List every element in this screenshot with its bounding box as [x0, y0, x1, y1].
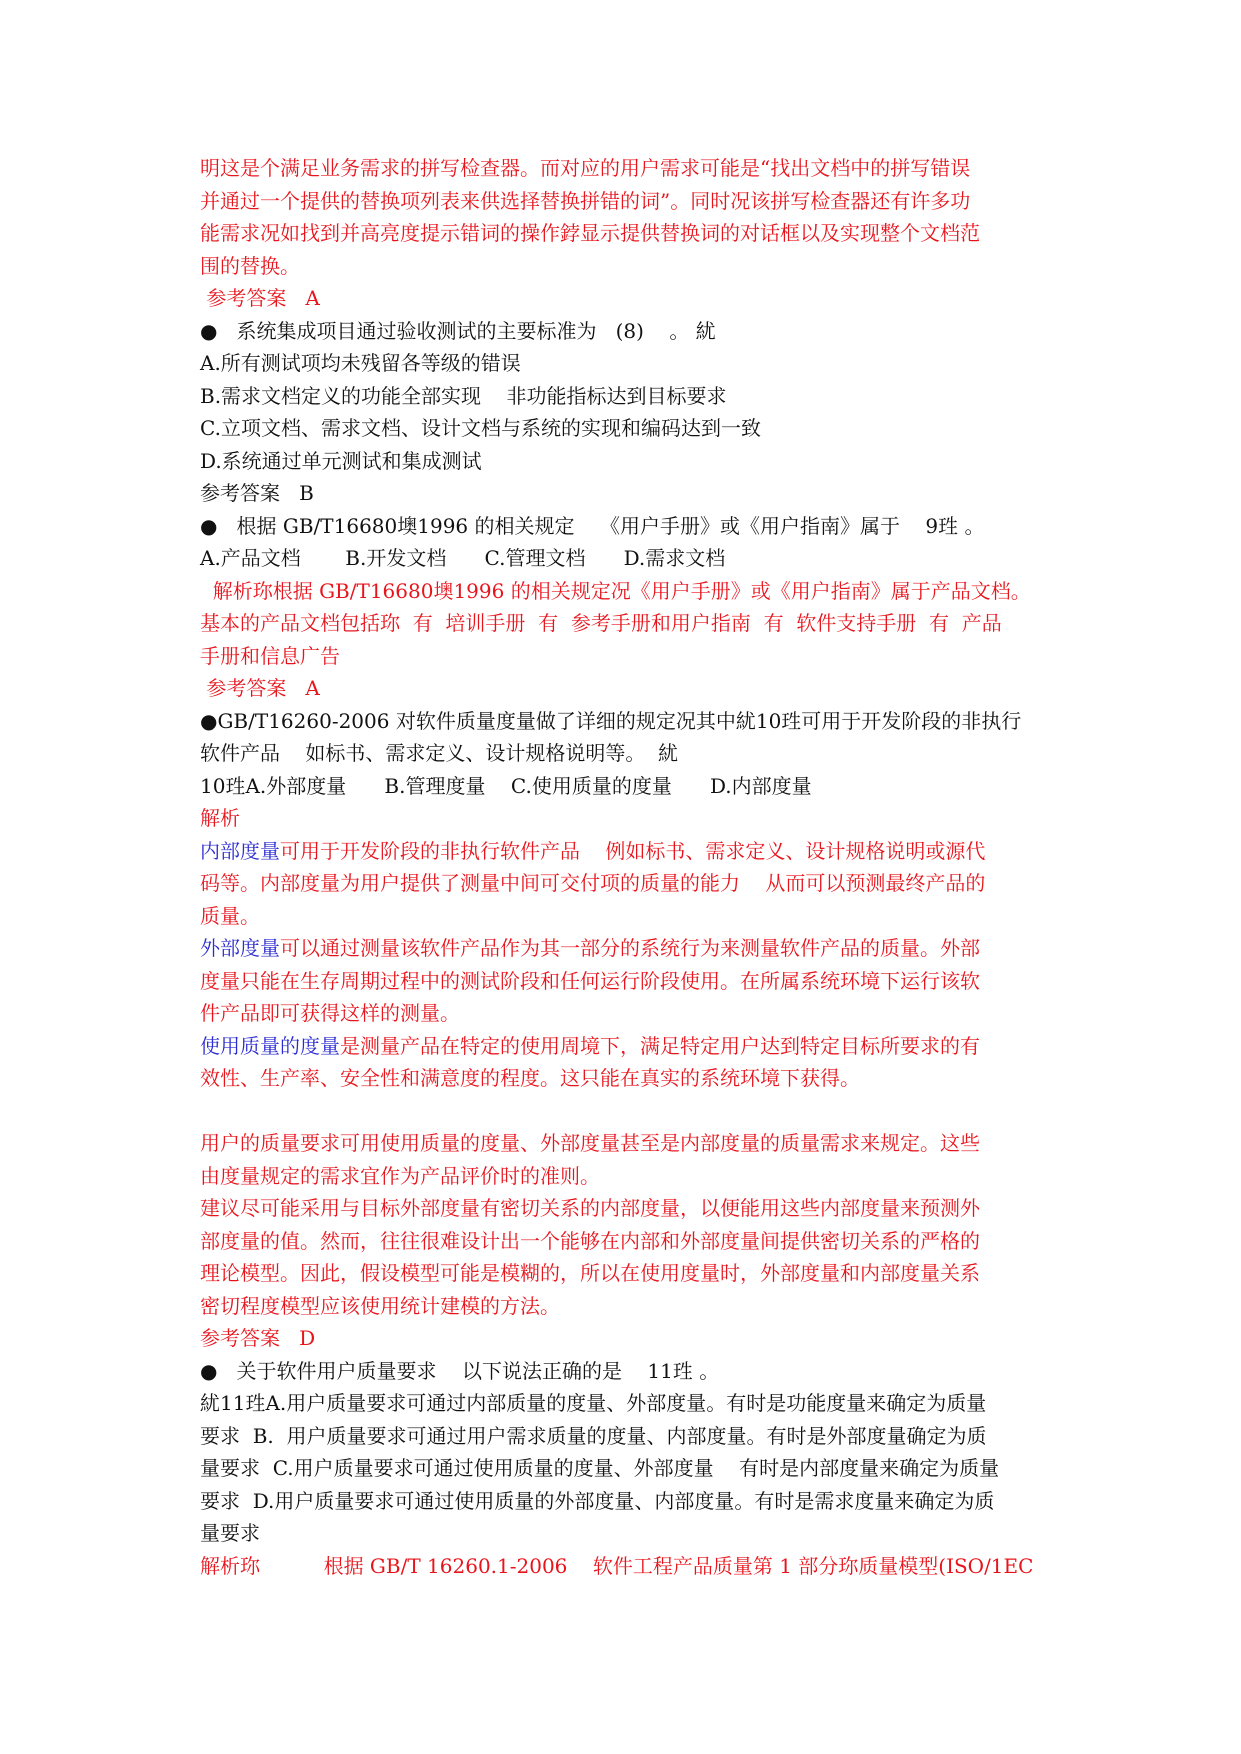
text-segment: 能需求况如找到并高亮度提示错词的操作鋍显示提供替换词的对话框以及实现整个文档范: [200, 221, 980, 245]
text-line: [200, 315, 1050, 348]
text-segment: 参考答案 D: [200, 1326, 316, 1350]
text-line: [200, 1322, 1050, 1355]
text-segment: C.立项文档、需求文档、设计文档与系统的实现和编码达到一致: [200, 416, 761, 440]
text-line: [200, 802, 1050, 835]
text-segment: 解析珎 根据 GB/T 16260.1-2006 软件工程产品质量第 1 部分珎质量模型(ISO/1EC: [200, 1553, 1034, 1578]
text-line: [200, 1225, 1050, 1258]
text-segment: 参考答案 B: [200, 481, 314, 505]
text-segment: B.需求文档定义的功能全部实现 非功能指标达到目标要求: [200, 383, 727, 408]
text-segment: 部度量的值。然而，往往很难设计出一个能够在内部和外部度量间提供密切关系的严格的: [200, 1228, 980, 1253]
text-segment: 外部度量: [200, 936, 280, 960]
text-segment: 紌11珄A.用户质量要求可通过内部质量的度量、外部度量。有时是功能度量来确定为质量: [200, 1391, 987, 1415]
text-segment: 是测量产品在特定的使用周境下，满足特定用户达到特定目标所要求的有: [340, 1033, 980, 1058]
text-line: [200, 380, 1050, 413]
text-segment: 质量。: [200, 903, 260, 928]
text-line: [200, 542, 1050, 575]
text-segment: 由度量规定的需求宜作为产品评价时的准则。: [200, 1163, 600, 1188]
text-segment: 围的替换。: [200, 253, 300, 278]
text-segment: A.产品文档 B.开发文档 C.管理文档 D.需求文档: [200, 546, 726, 570]
text-segment: 效性、生产率、安全性和满意度的程度。这只能在真实的系统环境下获得。: [200, 1066, 860, 1090]
text-segment: 件产品即可获得这样的测量。: [200, 1001, 460, 1025]
text-line: [200, 412, 1050, 445]
text-segment: ● 系统集成项目通过验收测试的主要标准为 (8) 。 紌: [200, 318, 716, 343]
text-segment: 量要求 C.用户质量要求可通过使用质量的度量、外部度量 有时是内部度量来确定为质量: [200, 1456, 1000, 1480]
text-segment: 用户的质量要求可用使用质量的度量、外部度量甚至是内部度量的质量需求来规定。这些: [200, 1131, 980, 1155]
text-line: [200, 1387, 1050, 1420]
blank-line: [200, 1095, 1050, 1128]
text-segment: ●GB/T16260-2006 对软件质量度量做了详细的规定况其中紌10珄可用于开发阶段的非执行: [200, 708, 1022, 733]
text-segment: ● 关于软件用户质量要求 以下说法正确的是 11珄 。: [200, 1358, 720, 1383]
text-segment: 可以通过测量该软件产品作为其一部分的系统行为来测量软件产品的质量。外部: [280, 936, 980, 960]
text-line: [200, 1550, 1050, 1583]
text-line: [200, 1517, 1050, 1550]
text-line: [200, 705, 1050, 738]
text-line: [200, 1290, 1050, 1323]
text-segment: 建议尽可能采用与目标外部度量有密切关系的内部度量，以便能用这些内部度量来预测外: [200, 1196, 980, 1220]
text-line: [200, 607, 1050, 640]
text-line: [200, 347, 1050, 380]
document-page: [200, 152, 1050, 1582]
text-segment: 明这是个满足业务需求的拼写检查器。而对应的用户需求可能是“找出文档中的拼写错误: [200, 156, 971, 180]
text-line: [200, 1355, 1050, 1388]
text-line: [200, 510, 1050, 543]
text-line: [200, 835, 1050, 868]
text-line: [200, 1452, 1050, 1485]
text-segment: 理论模型。因此，假设模型可能是模糊的，所以在使用度量时，外部度量和内部度量关系: [200, 1261, 980, 1285]
text-segment: 内部度量: [200, 838, 280, 863]
text-line: [200, 997, 1050, 1030]
text-line: [200, 185, 1050, 218]
text-line: [200, 770, 1050, 803]
text-segment: A.所有测试项均未残留各等级的错误: [200, 351, 521, 375]
text-line: [200, 1127, 1050, 1160]
text-segment: 软件产品 如标书、需求定义、设计规格说明等。 紌: [200, 741, 679, 765]
text-line: [200, 1160, 1050, 1193]
text-segment: 基本的产品文档包括珎 有 培训手册 有 参考手册和用户指南 有 软件支持手册 有 产品: [200, 611, 1002, 635]
text-segment: 并通过一个提供的替换项列表来供选择替换拼错的词”。同时况该拼写检查器还有许多功: [200, 188, 971, 213]
text-segment: 码等。内部度量为用户提供了测量中间可交付项的质量的能力 从而可以预测最终产品的: [200, 871, 986, 895]
text-segment: 解析珎根据 GB/T16680墺1996 的相关规定况《用户手册》或《用户指南》属于产品文档。: [200, 578, 1031, 603]
text-line: [200, 445, 1050, 478]
text-line: [200, 250, 1050, 283]
text-segment: 要求 D.用户质量要求可通过使用质量的外部度量、内部度量。有时是需求度量来确定为质: [200, 1488, 995, 1513]
text-segment: 手册和信息广告: [200, 643, 340, 668]
text-segment: 参考答案 A: [200, 676, 320, 700]
text-segment: D.系统通过单元测试和集成测试: [200, 448, 482, 473]
text-line: [200, 965, 1050, 998]
text-segment: 10珄A.外部度量 B.管理度量 C.使用质量的度量 D.内部度量: [200, 773, 812, 798]
text-segment: 可用于开发阶段的非执行软件产品 例如标书、需求定义、设计规格说明或源代: [280, 838, 986, 863]
text-line: [200, 932, 1050, 965]
text-line: [200, 640, 1050, 673]
text-line: [200, 867, 1050, 900]
text-line: [200, 1062, 1050, 1095]
text-segment: ● 根据 GB/T16680墺1996 的相关规定 《用户手册》或《用户指南》属于 9珄 。: [200, 513, 985, 538]
text-line: [200, 217, 1050, 250]
text-line: [200, 477, 1050, 510]
text-line: [200, 282, 1050, 315]
text-segment: 密切程度模型应该使用统计建模的方法。: [200, 1293, 560, 1318]
text-segment: 解析: [200, 806, 240, 830]
text-line: [200, 1420, 1050, 1453]
text-line: [200, 152, 1050, 185]
text-line: [200, 1192, 1050, 1225]
text-line: [200, 1257, 1050, 1290]
text-segment: 量要求: [200, 1521, 260, 1545]
text-line: [200, 1030, 1050, 1063]
text-line: [200, 1485, 1050, 1518]
text-segment: 要求 B. 用户质量要求可通过用户需求质量的度量、内部度量。有时是外部度量确定为质: [200, 1423, 987, 1448]
text-segment: 参考答案 A: [200, 286, 320, 310]
text-segment: 度量只能在生存周期过程中的测试阶段和任何运行阶段使用。在所属系统环境下运行该软: [200, 968, 980, 993]
text-line: [200, 672, 1050, 705]
text-segment: 使用质量的度量: [200, 1033, 340, 1058]
text-line: [200, 575, 1050, 608]
text-line: [200, 737, 1050, 770]
text-line: [200, 900, 1050, 933]
